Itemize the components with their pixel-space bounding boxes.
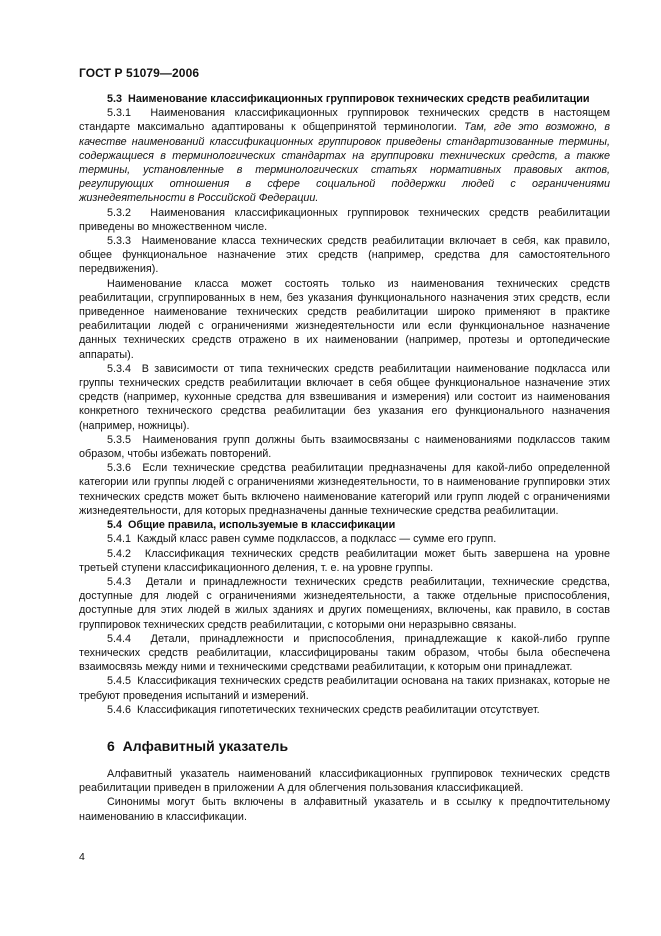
clause-5-3-3-continued: Наименование класса может состоять только из наименования технических средств реабилитации, сгруппированных в нем, без указания функционального назначения этих средств, если приведенное наименование технических средств реабилитации широко применяют в практике реабилитации людей с ограничениями жизнедеятельности или если функциональное назначение данных технических средств отражено в их наименовании (например, протезы и ортопедические аппараты). [79, 277, 610, 361]
clause-5-4-4: 5.4.4 Детали, принадлежности и приспособления, принадлежащие к какой-либо группе технических средств реабилитации, классифицированы таким образом, чтобы была обеспечена взаимосвязь между ними и техническими средствами реабилитации, к которым они принадлежат. [79, 632, 610, 674]
document-body [79, 92, 610, 824]
clause-5-3-2: 5.3.2 Наименования классификационных группировок технических средств реабилитации приведены во множественном числе. [79, 206, 610, 233]
clause-5-4-2: 5.4.2 Классификация технических средств реабилитации может быть завершена на уровне третьей ступени классификационного деления, т. е. на уровне группы. [79, 547, 611, 574]
clause-5-3-3: 5.3.3 Наименование класса технических средств реабилитации включает в себя, как правило, общее функциональное назначение этих средств (например, средства для самостоятельного передвижения). [79, 235, 611, 276]
clause-5-4-3: 5.4.3 Детали и принадлежности технических средств реабилитации, технические средства, доступные для людей с ограничениями жизнедеятельности, а также отдельные приспособления, доступные для этих людей в жилых зданиях и других помещениях, включены, как правило, в состав группировок технических средств реабилитации, с которыми они неразрывно связаны. [79, 575, 610, 631]
clause-5-3-4: 5.3.4 В зависимости от типа технических средств реабилитации наименование подкласса или группы технических средств реабилитации включает в себя общее функциональное назначение этих средств (например, кухонные средства для взвешивания и измерения) или состоит из наименования конкретного технического средства реабилитации без указания его функционального назначения (например, ножницы). [79, 362, 611, 432]
clause-5-4-5: 5.4.5 Классификация технических средств реабилитации основана на таких признаках, которые не требуют проведения испытаний и измерений. [79, 675, 610, 702]
section-heading-6: 6 Алфавитный указатель [107, 737, 289, 754]
page-number: 4 [79, 851, 85, 863]
section-6-paragraph: Алфавитный указатель наименований классификационных группировок технических средств реабилитации приведен в приложении А для облегчения пользования классификацией. [79, 767, 610, 795]
clause-5-3-6: 5.3.6 Если технические средства реабилитации предназначены для какой-либо определенной категории или группы людей с ограничениями жизнедеятельности, то в наименование группировки этих технических средств может быть включено наименование категорий или групп людей с ограничениями жизнедеятельности, для которых предназначены данные технические средства реабилитации. [79, 462, 611, 517]
section-heading-5-3: 5.3 Наименование классификационных группировок технических средств реабилитации [107, 93, 590, 105]
clause-5-4-6: 5.4.6 Классификация гипотетических технических средств реабилитации отсутствует. [107, 703, 540, 716]
section-6-paragraph: Синонимы могут быть включены в алфавитный указатель и в ссылку к предпочтительному наименованию в классификации. [79, 796, 610, 823]
clause-5-3-5: 5.3.5 Наименования групп должны быть взаимосвязаны с наименованиями подклассов таким образом, чтобы избежать повторений. [79, 433, 610, 461]
clause-5-3-1: 5.3.1 Наименования классификационных группировок технических средств в настоящем стандарте максимально адаптированы к общепринятой терминологии. Там, где это возможно, в качестве наименований классификационных группировок приведены стандартизованные термины, содержащиеся в терминологических стандартах на группировки технических средств, а также термины, установленные в терминологических статьях нормативных правовых актов, регулирующих отношения в сфере социальной поддержки людей с ограничениями жизнедеятельности в Российской Федерации. [79, 107, 611, 205]
clause-5-4-1: 5.4.1 Каждый класс равен сумме подклассов, а подкласс — сумме его групп. [107, 533, 497, 546]
document-header: ГОСТ Р 51079—2006 [79, 66, 200, 80]
section-heading-5-4: 5.4 Общие правила, используемые в классификации [107, 519, 396, 532]
